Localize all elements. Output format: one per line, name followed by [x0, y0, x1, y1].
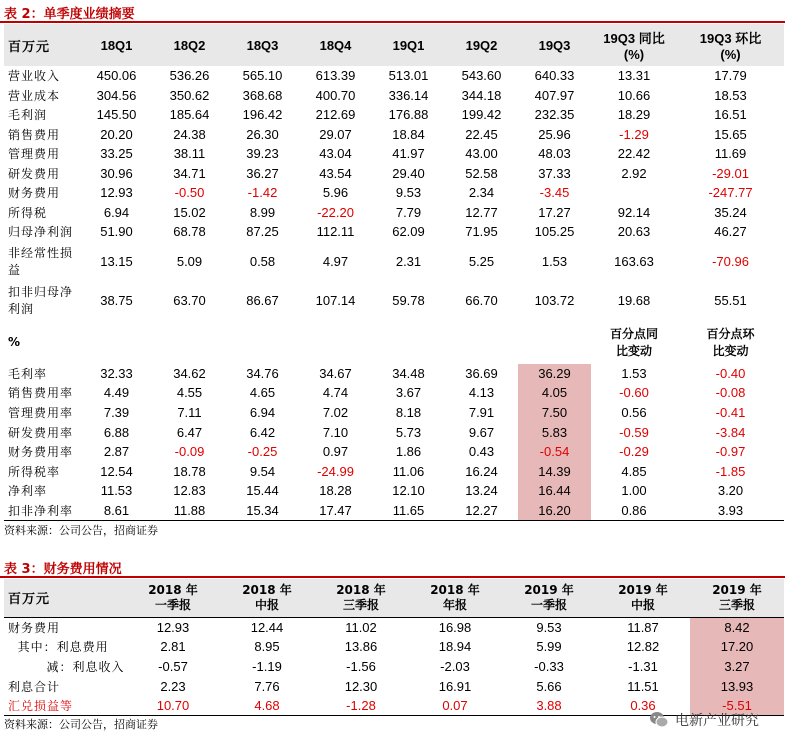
table-cell: 9.54 [249, 463, 276, 479]
table-row [4, 86, 784, 106]
table-row [4, 242, 784, 281]
table-cell: 39.23 [246, 146, 279, 162]
table-cell: 18.53 [714, 87, 747, 103]
table-cell: 107.14 [315, 292, 356, 308]
table-cell: 10.66 [617, 87, 651, 103]
table-cell: 407.97 [534, 87, 575, 103]
table-cell: 0.56 [621, 404, 647, 420]
table-row [4, 442, 784, 462]
table-cell: 12.77 [465, 204, 498, 220]
table-cell: 14.39 [518, 461, 591, 481]
table-cell: 16.44 [518, 481, 591, 501]
table-cell: 37.33 [538, 165, 571, 181]
table-cell: 7.91 [468, 404, 495, 420]
table-cell: 12.82 [626, 639, 660, 655]
table-cell: 4.65 [249, 385, 276, 401]
table-cell: 16.98 [438, 619, 472, 635]
empty-cell [153, 320, 226, 364]
table-cell: 13.86 [344, 639, 378, 655]
table-cell: 2.23 [160, 678, 186, 694]
table-cell: 0.07 [442, 698, 468, 714]
table-cell: -0.25 [247, 444, 278, 460]
table-cell: 0.97 [322, 444, 349, 460]
table-cell: 71.95 [465, 224, 498, 240]
row-label: 扣非归母净 利润 [8, 285, 74, 316]
table-cell: 8.18 [395, 404, 422, 420]
table-cell: -0.54 [518, 442, 591, 462]
table-cell: 34.48 [392, 365, 425, 381]
wechat-icon [649, 710, 669, 730]
table-cell: 10.70 [156, 698, 190, 714]
column-header: 2019 年 一季报 [502, 579, 596, 617]
table-cell: -3.84 [715, 424, 746, 440]
column-header: 19Q2 [445, 24, 518, 66]
table-cell: 304.56 [96, 87, 137, 103]
table-cell: 5.99 [536, 639, 562, 655]
table-cell: 32.33 [100, 365, 133, 381]
table-cell: 613.39 [315, 68, 356, 84]
row-label: 毛利润 [8, 108, 48, 123]
table-cell: 16.24 [465, 463, 498, 479]
pct-header-label: % [8, 334, 22, 349]
table-cell: 5.25 [468, 253, 495, 269]
table-cell: 336.14 [388, 87, 429, 103]
table-cell: 43.00 [465, 146, 498, 162]
table-cell: 450.06 [96, 68, 137, 84]
table-cell: 36.27 [246, 165, 279, 181]
table-cell: 4.05 [518, 383, 591, 403]
table-cell: 7.76 [254, 678, 280, 694]
table-cell: 16.20 [518, 501, 591, 521]
table-cell: -1.42 [247, 185, 278, 201]
column-header: 19Q3 [518, 24, 591, 66]
table-cell: 199.42 [461, 107, 502, 123]
table-cell: 33.25 [100, 146, 133, 162]
column-header: 18Q3 [226, 24, 299, 66]
table-cell: 20.20 [100, 126, 133, 142]
table-cell: 13.93 [690, 676, 784, 696]
table2-title-rule [0, 21, 785, 23]
table-cell: 34.67 [319, 365, 352, 381]
column-header: 2018 年 三季报 [314, 579, 408, 617]
table-cell: 13.31 [617, 68, 651, 84]
table-cell: 18.94 [438, 639, 472, 655]
table-cell: 29.40 [392, 165, 425, 181]
table-cell: 3.93 [717, 502, 744, 518]
table-row [4, 617, 784, 637]
table-cell: 18.78 [173, 463, 206, 479]
table-cell: 4.85 [621, 463, 647, 479]
table-cell: 11.51 [627, 678, 659, 694]
column-header: 18Q2 [153, 24, 226, 66]
table-row [4, 403, 784, 423]
table-cell: 4.74 [322, 385, 349, 401]
row-label: 所得税率 [8, 464, 61, 479]
table-cell: -1.31 [628, 658, 658, 674]
table-cell: 22.45 [465, 126, 498, 142]
table-cell: 12.83 [173, 483, 206, 499]
table-cell: 103.72 [534, 292, 575, 308]
table-cell: 5.66 [536, 678, 562, 694]
table-cell: -1.19 [252, 658, 282, 674]
table-cell: 185.64 [169, 107, 210, 123]
table-cell: 1.86 [395, 444, 422, 460]
table-cell: -0.60 [619, 385, 649, 401]
table-cell: 12.54 [100, 463, 133, 479]
table-cell: 17.47 [319, 502, 352, 518]
column-header: 2019 年 中报 [596, 579, 690, 617]
table-row [4, 125, 784, 145]
pct-header-row [4, 320, 784, 364]
table-cell: 24.38 [173, 126, 206, 142]
table3-financial-expenses [4, 579, 784, 716]
table-row [4, 481, 784, 501]
table-cell: 368.68 [242, 87, 283, 103]
table-row [4, 144, 784, 164]
table-row [4, 461, 784, 481]
column-header: 百万元 [4, 24, 80, 66]
table-cell: -247.77 [708, 185, 753, 201]
empty-cell [372, 320, 445, 364]
table-cell: 59.78 [392, 292, 425, 308]
table-cell: 34.62 [173, 365, 206, 381]
table-cell: -29.01 [712, 165, 749, 181]
column-header: 2019 年 三季报 [690, 579, 784, 617]
empty-cell [80, 320, 153, 364]
table-row [4, 183, 784, 203]
table-cell: 6.88 [103, 424, 130, 440]
table-cell: -5.51 [690, 696, 784, 716]
table3-title-rule [0, 576, 785, 578]
table-cell: 17.27 [538, 204, 571, 220]
table-cell: 145.50 [96, 107, 137, 123]
table-cell: 3.88 [536, 698, 562, 714]
table-cell: 29.07 [319, 126, 352, 142]
row-label: 营业成本 [8, 88, 61, 103]
table3-source: 资料来源：公司公告，招商证券 [4, 718, 158, 731]
table-cell: 18.28 [319, 483, 352, 499]
empty-cell [445, 320, 518, 364]
table-cell: 4.55 [176, 385, 203, 401]
table-cell: 87.25 [246, 224, 279, 240]
table-cell: 7.11 [177, 404, 202, 420]
table-row [4, 637, 784, 657]
table-cell: 66.70 [465, 292, 498, 308]
table-cell: -0.97 [715, 444, 746, 460]
table-cell: 13.24 [465, 483, 498, 499]
row-label: 汇兑损益等 [8, 699, 74, 714]
table-cell: 30.96 [100, 165, 133, 181]
table-cell: 68.78 [173, 224, 206, 240]
table-cell: 2.87 [103, 444, 130, 460]
table-cell: 163.63 [614, 253, 654, 269]
table-cell: 36.29 [518, 364, 591, 384]
table-cell: 3.27 [690, 657, 784, 677]
table-cell: 12.30 [344, 678, 378, 694]
row-label: 财务费用 [8, 620, 61, 635]
table-cell: 2.81 [160, 639, 186, 655]
table-cell: 196.42 [242, 107, 283, 123]
table-row [4, 164, 784, 184]
table-cell: 5.83 [518, 422, 591, 442]
table-cell: 0.58 [249, 253, 276, 269]
table-cell: 43.04 [319, 146, 352, 162]
table-cell: -0.29 [619, 444, 649, 460]
table-cell: 25.96 [538, 126, 571, 142]
table-cell: 35.24 [714, 204, 747, 220]
table2-title: 表 2：单季度业绩摘要 [4, 7, 135, 22]
table-cell: -0.33 [534, 658, 564, 674]
table-row [4, 66, 784, 86]
table-cell: 11.06 [392, 463, 425, 479]
table-cell: 62.09 [392, 224, 425, 240]
table-cell: 22.42 [617, 146, 651, 162]
table-cell: 34.71 [173, 165, 206, 181]
table-cell: 344.18 [461, 87, 502, 103]
table-cell: 565.10 [242, 68, 283, 84]
table-cell: -0.08 [715, 385, 746, 401]
row-label: 营业收入 [8, 69, 61, 84]
row-label: 扣非净利率 [8, 503, 74, 518]
row-label: 非经常性损 益 [8, 246, 74, 277]
table-cell: 15.34 [246, 502, 279, 518]
table-row [4, 222, 784, 242]
table-cell: 43.54 [319, 165, 352, 181]
table-cell: 19.68 [617, 292, 651, 308]
column-header: 2018 年 年报 [408, 579, 502, 617]
table-cell: 4.13 [468, 385, 495, 401]
table-row [4, 501, 784, 521]
watermark-text: 电新产业研究 [675, 713, 759, 729]
table-cell: -1.28 [346, 698, 376, 714]
table-cell: 15.65 [714, 126, 747, 142]
column-header: 19Q3 同比 (%) [591, 24, 677, 66]
table-cell: 0.43 [468, 444, 495, 460]
row-label: 毛利率 [8, 366, 48, 381]
pct-header-yoy: 百分点同 比变动 [609, 326, 658, 358]
table-cell: 7.39 [103, 404, 130, 420]
column-header: 19Q1 [372, 24, 445, 66]
row-label: 归母净利润 [8, 225, 74, 240]
table-cell: 11.02 [345, 619, 377, 635]
wechat-watermark [649, 710, 759, 730]
table-cell: 7.50 [518, 403, 591, 423]
table-cell: 4.49 [103, 385, 130, 401]
table-cell: 2.92 [621, 165, 647, 181]
table-row [4, 203, 784, 223]
row-label: 利息合计 [8, 679, 61, 694]
table-cell: 0.86 [621, 502, 647, 518]
table-cell: 0.36 [630, 698, 656, 714]
table-cell: 52.58 [465, 165, 498, 181]
table-cell: 9.53 [536, 619, 562, 635]
table-cell: 46.27 [714, 224, 747, 240]
table-cell: 9.67 [468, 424, 495, 440]
table-cell: 41.97 [392, 146, 425, 162]
table-cell: 12.93 [156, 619, 190, 635]
row-label: 管理费用率 [8, 405, 74, 420]
table-cell: 3.20 [717, 483, 744, 499]
table-row [4, 105, 784, 125]
column-header: 19Q3 环比 (%) [677, 24, 784, 66]
table-cell: 38.11 [173, 146, 206, 162]
row-label: 研发费用 [8, 166, 61, 181]
table-cell: 8.61 [103, 502, 130, 518]
table-cell: -0.50 [174, 185, 205, 201]
table-cell: 18.29 [617, 107, 651, 123]
row-label: 所得税 [8, 205, 48, 220]
row-label: 销售费用 [8, 127, 61, 142]
table-cell: 16.91 [438, 678, 472, 694]
table-cell: 105.25 [534, 224, 575, 240]
table-cell: 212.69 [315, 107, 356, 123]
table-cell: 26.30 [246, 126, 279, 142]
empty-cell [518, 320, 591, 364]
table2-header-row [4, 24, 784, 66]
table-cell: -2.03 [440, 658, 470, 674]
table-row [4, 657, 784, 677]
table-cell: -1.29 [619, 126, 649, 142]
table-cell: 7.10 [322, 424, 349, 440]
table3-header-row [4, 579, 784, 617]
empty-cell [299, 320, 372, 364]
table-cell [591, 183, 677, 203]
row-label: 管理费用 [8, 147, 61, 162]
table-cell: 17.79 [714, 68, 747, 84]
table-row [4, 422, 784, 442]
column-header: 18Q4 [299, 24, 372, 66]
table-cell: 48.03 [538, 146, 571, 162]
table-cell: -0.40 [715, 365, 746, 381]
table-cell: 640.33 [534, 68, 575, 84]
table-row [4, 383, 784, 403]
table-cell: 92.14 [617, 204, 651, 220]
table-cell: -3.45 [539, 185, 570, 201]
table-cell: 176.88 [388, 107, 429, 123]
table2-source: 资料来源：公司公告，招商证券 [4, 524, 158, 537]
table-cell: -24.99 [317, 463, 354, 479]
table-cell: 112.11 [316, 224, 355, 240]
table-cell: -0.09 [174, 444, 205, 460]
table-cell: 51.90 [100, 224, 133, 240]
row-label: 财务费用 [8, 186, 61, 201]
table-row [4, 364, 784, 384]
table-cell: 543.60 [461, 68, 502, 84]
row-label: 其中：利息费用 [8, 640, 109, 655]
table-cell: 4.97 [322, 253, 349, 269]
pct-header-qoq: 百分点环 比变动 [706, 326, 755, 358]
column-header: 百万元 [4, 579, 126, 617]
row-label: 研发费用率 [8, 425, 74, 440]
empty-cell [226, 320, 299, 364]
table-cell: -1.85 [715, 463, 746, 479]
row-label: 减：利息收入 [8, 659, 125, 674]
table-cell: 17.20 [690, 637, 784, 657]
column-header: 2018 年 中报 [220, 579, 314, 617]
table-cell: 15.44 [246, 483, 279, 499]
table-cell: 2.34 [468, 185, 495, 201]
table-cell: 12.93 [100, 185, 133, 201]
table-cell: 4.68 [254, 698, 280, 714]
table-cell: 5.96 [322, 185, 349, 201]
table-cell: 3.67 [395, 385, 422, 401]
table-cell: 8.42 [690, 617, 784, 637]
table-cell: 9.53 [395, 185, 422, 201]
table-cell: 513.01 [388, 68, 429, 84]
table-cell: 6.47 [176, 424, 203, 440]
column-header: 2018 年 一季报 [126, 579, 220, 617]
table-cell: 55.51 [714, 292, 747, 308]
row-label: 销售费用率 [8, 386, 74, 401]
table-cell: 350.62 [169, 87, 210, 103]
table-cell: 18.84 [392, 126, 425, 142]
table-cell: -70.96 [712, 253, 749, 269]
table-cell: 86.67 [246, 292, 279, 308]
table-cell: 11.88 [173, 502, 206, 518]
table-cell: -0.41 [715, 404, 746, 420]
table2-single-quarter-summary [4, 24, 784, 521]
table-cell: 20.63 [617, 224, 651, 240]
table-cell: 16.51 [714, 107, 747, 123]
table-cell: 5.73 [395, 424, 422, 440]
table-cell: -22.20 [317, 204, 354, 220]
table-cell: 15.02 [173, 204, 206, 220]
table-cell: 12.27 [465, 502, 498, 518]
table-cell: 38.75 [100, 292, 133, 308]
table-cell: 400.70 [315, 87, 356, 103]
row-label: 财务费用率 [8, 445, 74, 460]
table3-title: 表 3：财务费用情况 [4, 562, 122, 577]
table-cell: 6.94 [249, 404, 276, 420]
table-cell: 8.99 [249, 204, 276, 220]
table-cell: 7.02 [322, 404, 349, 420]
table-cell: 1.00 [621, 483, 647, 499]
table-row [4, 676, 784, 696]
table-cell: 1.53 [621, 365, 647, 381]
table-cell: 12.10 [392, 483, 425, 499]
table-cell: -0.57 [158, 658, 188, 674]
row-label: 净利率 [8, 484, 48, 499]
table-cell: 36.69 [465, 365, 498, 381]
table-cell: 1.53 [541, 253, 568, 269]
table-cell: 11.65 [392, 502, 425, 518]
table-cell: 8.95 [254, 639, 280, 655]
table-cell: 5.09 [176, 253, 203, 269]
table-cell: 34.76 [246, 365, 279, 381]
table-cell: -1.56 [346, 658, 376, 674]
table-cell: 2.31 [395, 253, 422, 269]
table-cell: 11.69 [714, 146, 747, 162]
table-cell: 7.79 [395, 204, 422, 220]
table-cell: 63.70 [173, 292, 206, 308]
table-cell: 6.42 [249, 424, 276, 440]
table-cell: 11.53 [100, 483, 133, 499]
table-cell: 232.35 [534, 107, 575, 123]
table-cell: 6.94 [103, 204, 130, 220]
table-cell: 13.15 [100, 253, 133, 269]
table-cell: 536.26 [169, 68, 210, 84]
table-row [4, 281, 784, 320]
column-header: 18Q1 [80, 24, 153, 66]
table-cell: -0.59 [619, 424, 649, 440]
table-cell: 11.87 [627, 619, 659, 635]
table-cell: 12.44 [250, 619, 284, 635]
